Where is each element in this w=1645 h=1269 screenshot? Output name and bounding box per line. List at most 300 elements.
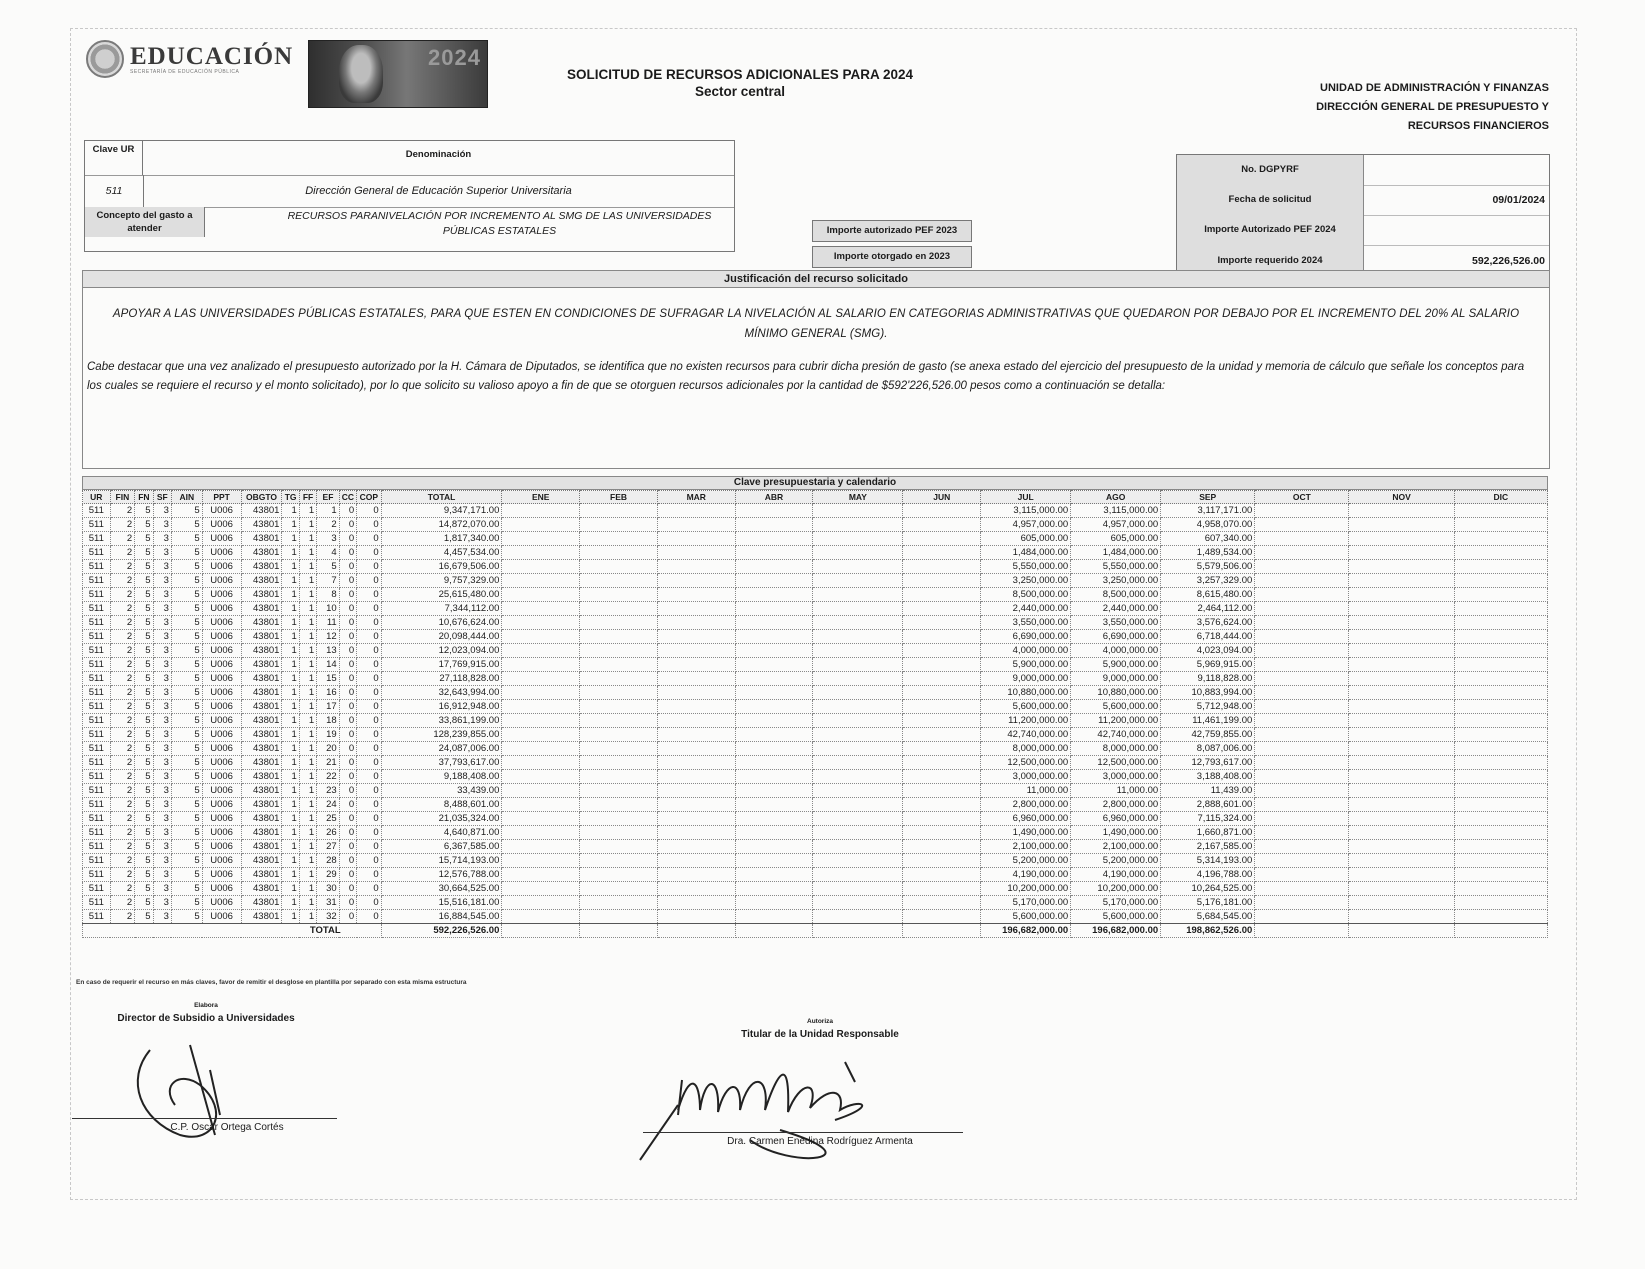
no-dgpyrf-label: No. DGPYRF <box>1177 155 1364 185</box>
table-cell-tg: 1 <box>282 840 299 854</box>
table-cell-jun <box>903 896 981 910</box>
table-cell-nov <box>1349 672 1454 686</box>
table-cell-ago: 8,000,000.00 <box>1071 742 1161 756</box>
table-row <box>83 728 1548 742</box>
table-cell-ain: 5 <box>171 798 202 812</box>
table-cell-obgto: 43801 <box>241 602 282 616</box>
right-signature-title: Titular de la Unidad Responsable <box>741 1029 899 1040</box>
table-cell-abr <box>735 588 813 602</box>
table-cell-total: 17,769,915.00 <box>381 658 502 672</box>
table-cell-jul: 8,000,000.00 <box>981 742 1071 756</box>
table-cell-oct <box>1255 882 1349 896</box>
table-cell-ff: 1 <box>299 700 316 714</box>
table-cell-cc: 0 <box>339 518 356 532</box>
table-cell-jul: 5,600,000.00 <box>981 910 1071 924</box>
denominacion-label: Denominación <box>405 149 472 160</box>
table-cell-dic <box>1454 518 1547 532</box>
table-cell-ago: 5,200,000.00 <box>1071 854 1161 868</box>
table-cell-abr <box>735 630 813 644</box>
table-cell-tg: 1 <box>282 532 299 546</box>
table-cell-total: 10,676,624.00 <box>381 616 502 630</box>
table-cell-ppt: U006 <box>202 560 241 574</box>
table-cell-oct <box>1255 560 1349 574</box>
column-header-sf: SF <box>153 491 171 504</box>
table-cell-fn: 5 <box>135 868 153 882</box>
table-cell-feb <box>580 504 658 518</box>
table-cell-sf: 3 <box>153 686 171 700</box>
table-cell-ur: 511 <box>83 504 111 518</box>
table-cell-ur: 511 <box>83 896 111 910</box>
table-cell-may <box>813 686 903 700</box>
table-cell-jul: 3,550,000.00 <box>981 616 1071 630</box>
table-cell-sf: 3 <box>153 742 171 756</box>
right-handwritten-signature <box>630 1050 920 1165</box>
table-cell-cc: 0 <box>339 532 356 546</box>
table-cell-fn: 5 <box>135 518 153 532</box>
table-cell-jul: 5,170,000.00 <box>981 896 1071 910</box>
budget-table-header-row <box>83 491 1548 504</box>
table-cell-sep: 3,257,329.00 <box>1161 574 1255 588</box>
table-cell-fin: 2 <box>110 854 135 868</box>
table-cell-jun <box>903 672 981 686</box>
table-cell-sf: 3 <box>153 574 171 588</box>
table-cell-cc: 0 <box>339 784 356 798</box>
right-signature-block <box>700 1018 940 1040</box>
table-cell-ago: 11,200,000.00 <box>1071 714 1161 728</box>
table-cell-nov <box>1349 574 1454 588</box>
table-cell-ago: 10,200,000.00 <box>1071 882 1161 896</box>
table-cell-ain: 5 <box>171 840 202 854</box>
column-header-sep: SEP <box>1161 491 1255 504</box>
table-row <box>83 700 1548 714</box>
table-cell-sf: 3 <box>153 798 171 812</box>
table-cell-jul: 605,000.00 <box>981 532 1071 546</box>
table-cell-total: 9,188,408.00 <box>381 770 502 784</box>
table-cell-oct <box>1255 798 1349 812</box>
table-cell-ain: 5 <box>171 910 202 924</box>
agency-line-2: DIRECCIÓN GENERAL DE PRESUPUESTO Y <box>1316 101 1549 113</box>
table-cell-jul: 1,490,000.00 <box>981 826 1071 840</box>
table-cell-cop: 0 <box>357 728 382 742</box>
table-row <box>83 644 1548 658</box>
table-cell-mar <box>657 532 735 546</box>
table-cell-fn: 5 <box>135 742 153 756</box>
table-cell-ff: 1 <box>299 560 316 574</box>
table-cell-may <box>813 574 903 588</box>
column-header-fn: FN <box>135 491 153 504</box>
table-cell-ain: 5 <box>171 546 202 560</box>
table-cell-sep: 5,969,915.00 <box>1161 658 1255 672</box>
table-cell-sep: 8,087,006.00 <box>1161 742 1255 756</box>
table-cell-ene <box>502 728 580 742</box>
table-cell-fin: 2 <box>110 658 135 672</box>
table-cell-ur: 511 <box>83 672 111 686</box>
table-cell-fin: 2 <box>110 812 135 826</box>
table-cell-oct <box>1255 518 1349 532</box>
logo-subtext: SECRETARÍA DE EDUCACIÓN PÚBLICA <box>130 68 240 75</box>
table-cell-fn: 5 <box>135 644 153 658</box>
table-cell-ff: 1 <box>299 714 316 728</box>
table-cell-fn: 5 <box>135 588 153 602</box>
total-empty-month <box>1349 924 1454 938</box>
justificacion-title: Justificación del recurso solicitado <box>83 271 1549 288</box>
total-empty-month <box>735 924 813 938</box>
table-cell-jul: 42,740,000.00 <box>981 728 1071 742</box>
table-cell-ef: 2 <box>317 518 340 532</box>
table-row <box>83 840 1548 854</box>
table-cell-ur: 511 <box>83 602 111 616</box>
table-cell-total: 6,367,585.00 <box>381 840 502 854</box>
table-cell-ef: 8 <box>317 588 340 602</box>
table-cell-sf: 3 <box>153 616 171 630</box>
table-cell-ene <box>502 504 580 518</box>
table-cell-nov <box>1349 728 1454 742</box>
table-cell-total: 15,516,181.00 <box>381 896 502 910</box>
table-cell-oct <box>1255 700 1349 714</box>
table-cell-abr <box>735 644 813 658</box>
table-cell-sep: 6,718,444.00 <box>1161 630 1255 644</box>
table-row <box>83 742 1548 756</box>
table-cell-cop: 0 <box>357 714 382 728</box>
table-cell-cc: 0 <box>339 616 356 630</box>
budget-table-title: Clave presupuestaria y calendario <box>82 476 1548 490</box>
table-cell-jun <box>903 798 981 812</box>
table-cell-tg: 1 <box>282 630 299 644</box>
table-cell-ene <box>502 798 580 812</box>
table-cell-jun <box>903 574 981 588</box>
table-cell-fn: 5 <box>135 798 153 812</box>
table-row <box>83 854 1548 868</box>
table-row <box>83 630 1548 644</box>
table-row <box>83 714 1548 728</box>
table-cell-dic <box>1454 840 1547 854</box>
table-cell-fin: 2 <box>110 644 135 658</box>
table-cell-cop: 0 <box>357 784 382 798</box>
table-cell-ef: 24 <box>317 798 340 812</box>
table-cell-nov <box>1349 742 1454 756</box>
table-cell-obgto: 43801 <box>241 812 282 826</box>
table-cell-jun <box>903 770 981 784</box>
table-cell-sep: 4,023,094.00 <box>1161 644 1255 658</box>
table-cell-total: 12,023,094.00 <box>381 644 502 658</box>
table-cell-tg: 1 <box>282 560 299 574</box>
table-cell-sf: 3 <box>153 504 171 518</box>
table-cell-fn: 5 <box>135 910 153 924</box>
table-cell-jun <box>903 630 981 644</box>
table-cell-sf: 3 <box>153 910 171 924</box>
budget-table-body <box>83 504 1548 938</box>
table-cell-ain: 5 <box>171 770 202 784</box>
table-cell-nov <box>1349 896 1454 910</box>
table-cell-jul: 4,190,000.00 <box>981 868 1071 882</box>
table-cell-ain: 5 <box>171 714 202 728</box>
table-cell-sep: 3,576,624.00 <box>1161 616 1255 630</box>
table-cell-oct <box>1255 504 1349 518</box>
table-cell-sep: 5,579,506.00 <box>1161 560 1255 574</box>
table-cell-dic <box>1454 728 1547 742</box>
table-cell-total: 20,098,444.00 <box>381 630 502 644</box>
table-cell-feb <box>580 854 658 868</box>
table-cell-cop: 0 <box>357 882 382 896</box>
table-cell-sep: 2,167,585.00 <box>1161 840 1255 854</box>
table-cell-total: 37,793,617.00 <box>381 756 502 770</box>
table-cell-ago: 2,440,000.00 <box>1071 602 1161 616</box>
table-cell-dic <box>1454 504 1547 518</box>
table-cell-ur: 511 <box>83 700 111 714</box>
table-cell-fin: 2 <box>110 560 135 574</box>
table-cell-feb <box>580 588 658 602</box>
table-cell-fn: 5 <box>135 700 153 714</box>
table-cell-fin: 2 <box>110 714 135 728</box>
table-cell-may <box>813 504 903 518</box>
table-cell-feb <box>580 896 658 910</box>
table-cell-ur: 511 <box>83 658 111 672</box>
table-cell-sf: 3 <box>153 882 171 896</box>
table-cell-jun <box>903 728 981 742</box>
table-cell-jun <box>903 546 981 560</box>
table-cell-feb <box>580 770 658 784</box>
table-cell-mar <box>657 742 735 756</box>
table-cell-fn: 5 <box>135 756 153 770</box>
table-cell-ppt: U006 <box>202 504 241 518</box>
table-cell-mar <box>657 644 735 658</box>
table-row <box>83 546 1548 560</box>
table-cell-tg: 1 <box>282 798 299 812</box>
table-cell-obgto: 43801 <box>241 910 282 924</box>
table-cell-may <box>813 868 903 882</box>
table-cell-tg: 1 <box>282 784 299 798</box>
table-cell-ppt: U006 <box>202 532 241 546</box>
table-cell-ene <box>502 602 580 616</box>
table-row <box>83 868 1548 882</box>
table-cell-ago: 9,000,000.00 <box>1071 672 1161 686</box>
table-cell-abr <box>735 812 813 826</box>
table-cell-total: 14,872,070.00 <box>381 518 502 532</box>
table-cell-fin: 2 <box>110 840 135 854</box>
justificacion-main-text: APOYAR A LAS UNIVERSIDADES PÚBLICAS ESTATALES, PARA QUE ESTEN EN CONDICIONES DE SUFRAGAR LA NIVELACIÓN AL SALARIO EN CATEGORIAS ADMINISTRATIVAS QUE QUEDARON POR DEBAJO POR EL INCREMENTO DEL 20% AL SALARIO MÍNIMO GENERAL (SMG). <box>112 308 1520 340</box>
table-cell-jun <box>903 882 981 896</box>
table-cell-ppt: U006 <box>202 784 241 798</box>
table-cell-fn: 5 <box>135 532 153 546</box>
table-cell-ago: 3,550,000.00 <box>1071 616 1161 630</box>
table-cell-jun <box>903 588 981 602</box>
table-cell-ene <box>502 826 580 840</box>
table-cell-ff: 1 <box>299 532 316 546</box>
table-cell-ain: 5 <box>171 826 202 840</box>
table-cell-cc: 0 <box>339 868 356 882</box>
table-cell-sep: 4,196,788.00 <box>1161 868 1255 882</box>
table-cell-oct <box>1255 784 1349 798</box>
table-cell-ppt: U006 <box>202 798 241 812</box>
table-cell-ppt: U006 <box>202 588 241 602</box>
table-cell-ff: 1 <box>299 602 316 616</box>
table-cell-feb <box>580 602 658 616</box>
table-cell-fin: 2 <box>110 798 135 812</box>
table-row <box>83 602 1548 616</box>
table-cell-mar <box>657 686 735 700</box>
table-row <box>83 798 1548 812</box>
table-cell-ur: 511 <box>83 574 111 588</box>
table-cell-may <box>813 714 903 728</box>
table-cell-tg: 1 <box>282 854 299 868</box>
budget-table <box>82 490 1548 938</box>
table-cell-cc: 0 <box>339 882 356 896</box>
table-cell-ain: 5 <box>171 728 202 742</box>
table-row <box>83 532 1548 546</box>
table-cell-may <box>813 798 903 812</box>
total-empty-month <box>657 924 735 938</box>
table-cell-mar <box>657 812 735 826</box>
table-cell-obgto: 43801 <box>241 686 282 700</box>
table-cell-sep: 11,439.00 <box>1161 784 1255 798</box>
table-cell-ago: 5,170,000.00 <box>1071 896 1161 910</box>
table-cell-fn: 5 <box>135 770 153 784</box>
table-cell-sep: 3,188,408.00 <box>1161 770 1255 784</box>
table-cell-ff: 1 <box>299 686 316 700</box>
table-cell-tg: 1 <box>282 700 299 714</box>
table-cell-obgto: 43801 <box>241 700 282 714</box>
table-cell-nov <box>1349 784 1454 798</box>
table-cell-ur: 511 <box>83 756 111 770</box>
table-cell-cc: 0 <box>339 630 356 644</box>
table-cell-nov <box>1349 518 1454 532</box>
table-cell-tg: 1 <box>282 644 299 658</box>
table-cell-obgto: 43801 <box>241 504 282 518</box>
table-cell-ef: 28 <box>317 854 340 868</box>
table-cell-sf: 3 <box>153 756 171 770</box>
table-cell-fn: 5 <box>135 812 153 826</box>
left-signature-title: Director de Subsidio a Universidades <box>117 1013 295 1024</box>
total-amount: 592,226,526.00 <box>381 924 502 938</box>
table-cell-dic <box>1454 686 1547 700</box>
agency-line-1: UNIDAD DE ADMINISTRACIÓN Y FINANZAS <box>1320 82 1549 94</box>
table-cell-ppt: U006 <box>202 630 241 644</box>
table-cell-dic <box>1454 868 1547 882</box>
table-cell-ff: 1 <box>299 812 316 826</box>
table-cell-ene <box>502 588 580 602</box>
table-cell-ur: 511 <box>83 742 111 756</box>
importe-autorizado-2023-label: Importe autorizado PEF 2023 <box>812 220 972 242</box>
table-cell-tg: 1 <box>282 686 299 700</box>
table-cell-mar <box>657 602 735 616</box>
table-cell-obgto: 43801 <box>241 728 282 742</box>
table-row <box>83 770 1548 784</box>
table-cell-ppt: U006 <box>202 854 241 868</box>
table-cell-tg: 1 <box>282 588 299 602</box>
table-cell-ain: 5 <box>171 700 202 714</box>
table-cell-abr <box>735 714 813 728</box>
table-cell-may <box>813 910 903 924</box>
table-cell-feb <box>580 672 658 686</box>
table-cell-jul: 11,200,000.00 <box>981 714 1071 728</box>
table-cell-ppt: U006 <box>202 840 241 854</box>
table-cell-jun <box>903 686 981 700</box>
table-cell-ur: 511 <box>83 826 111 840</box>
table-row <box>83 826 1548 840</box>
table-cell-ef: 21 <box>317 756 340 770</box>
table-cell-ff: 1 <box>299 630 316 644</box>
table-cell-ain: 5 <box>171 686 202 700</box>
table-cell-total: 4,640,871.00 <box>381 826 502 840</box>
table-cell-sf: 3 <box>153 896 171 910</box>
table-cell-abr <box>735 602 813 616</box>
table-cell-feb <box>580 546 658 560</box>
table-cell-ef: 27 <box>317 840 340 854</box>
table-cell-jul: 10,200,000.00 <box>981 882 1071 896</box>
table-cell-mar <box>657 560 735 574</box>
table-cell-dic <box>1454 532 1547 546</box>
table-cell-fn: 5 <box>135 616 153 630</box>
table-cell-mar <box>657 518 735 532</box>
table-cell-ene <box>502 532 580 546</box>
table-cell-ene <box>502 868 580 882</box>
importe-otorgado-2023-label: Importe otorgado en 2023 <box>812 246 972 268</box>
table-cell-nov <box>1349 868 1454 882</box>
table-cell-sf: 3 <box>153 644 171 658</box>
table-cell-sep: 607,340.00 <box>1161 532 1255 546</box>
table-cell-jul: 2,800,000.00 <box>981 798 1071 812</box>
table-cell-fin: 2 <box>110 546 135 560</box>
table-cell-ef: 15 <box>317 672 340 686</box>
table-cell-feb <box>580 784 658 798</box>
table-cell-ago: 5,600,000.00 <box>1071 700 1161 714</box>
table-cell-ff: 1 <box>299 518 316 532</box>
table-cell-tg: 1 <box>282 910 299 924</box>
table-cell-cc: 0 <box>339 742 356 756</box>
table-row <box>83 560 1548 574</box>
table-cell-jul: 6,960,000.00 <box>981 812 1071 826</box>
table-cell-may <box>813 896 903 910</box>
logo-text: EDUCACIÓN <box>130 42 294 70</box>
table-cell-feb <box>580 798 658 812</box>
table-cell-sf: 3 <box>153 518 171 532</box>
table-cell-feb <box>580 658 658 672</box>
table-cell-jun <box>903 812 981 826</box>
table-cell-jul: 11,000.00 <box>981 784 1071 798</box>
table-cell-oct <box>1255 728 1349 742</box>
table-cell-tg: 1 <box>282 896 299 910</box>
table-cell-ain: 5 <box>171 630 202 644</box>
table-cell-jul: 5,200,000.00 <box>981 854 1071 868</box>
table-cell-mar <box>657 672 735 686</box>
table-cell-sep: 10,883,994.00 <box>1161 686 1255 700</box>
table-cell-dic <box>1454 826 1547 840</box>
column-header-dic: DIC <box>1454 491 1547 504</box>
table-row <box>83 756 1548 770</box>
table-cell-sep: 12,793,617.00 <box>1161 756 1255 770</box>
table-cell-dic <box>1454 714 1547 728</box>
table-cell-ur: 511 <box>83 546 111 560</box>
table-cell-nov <box>1349 658 1454 672</box>
table-cell-jul: 5,900,000.00 <box>981 658 1071 672</box>
table-cell-fn: 5 <box>135 560 153 574</box>
table-cell-ef: 19 <box>317 728 340 742</box>
table-cell-ef: 12 <box>317 630 340 644</box>
table-cell-ppt: U006 <box>202 602 241 616</box>
table-cell-fn: 5 <box>135 882 153 896</box>
table-cell-nov <box>1349 532 1454 546</box>
table-cell-obgto: 43801 <box>241 546 282 560</box>
table-cell-ain: 5 <box>171 882 202 896</box>
table-cell-ain: 5 <box>171 518 202 532</box>
table-cell-fin: 2 <box>110 728 135 742</box>
table-cell-nov <box>1349 700 1454 714</box>
table-cell-ene <box>502 882 580 896</box>
table-cell-cc: 0 <box>339 812 356 826</box>
table-cell-cc: 0 <box>339 504 356 518</box>
table-cell-ago: 1,484,000.00 <box>1071 546 1161 560</box>
table-cell-feb <box>580 756 658 770</box>
